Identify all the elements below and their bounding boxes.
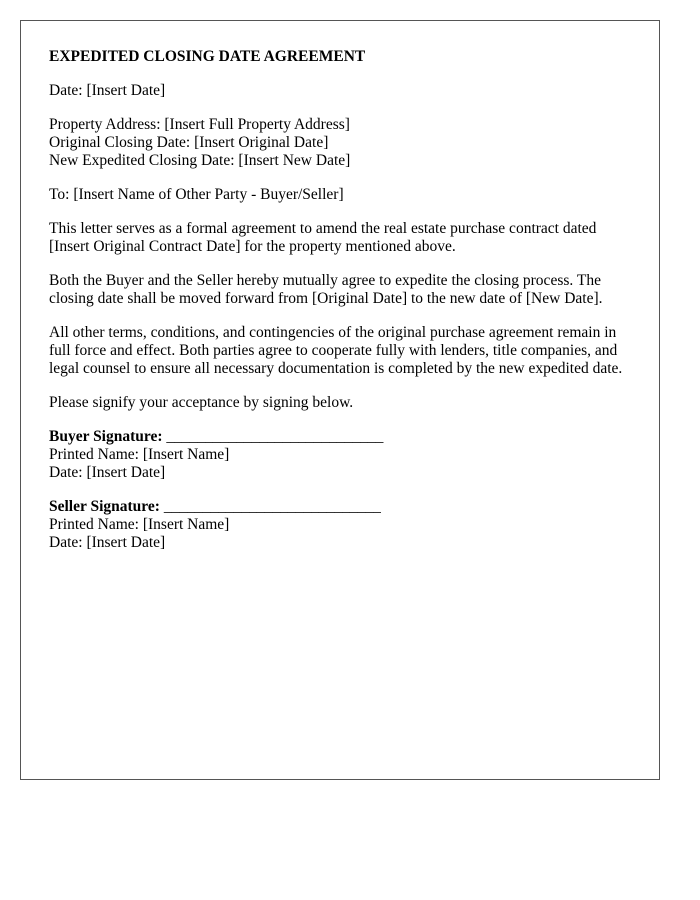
paragraph-expedite: Both the Buyer and the Seller hereby mutually agree to expedite the closing process. The closing date shall be moved forward from [Original Date] to the new date of [New Date]. <box>49 272 603 307</box>
letter-page <box>20 20 660 780</box>
seller-signature-label: Seller Signature: <box>49 498 160 515</box>
seller-signature-block <box>49 498 631 552</box>
seller-printed-name: Printed Name: [Insert Name] <box>49 516 230 533</box>
paragraph-amendment: This letter serves as a formal agreement to amend the real estate purchase contract dated [Insert Original Contract Date] for the property mentioned above. <box>49 220 597 255</box>
original-closing-date: Original Closing Date: [Insert Original Date] <box>49 134 329 151</box>
recipient-line: To: [Insert Name of Other Party - Buyer/Seller] <box>49 186 344 203</box>
buyer-date: Date: [Insert Date] <box>49 464 166 481</box>
buyer-signature-blank: ____________________________ <box>166 428 384 445</box>
paragraph-acceptance: Please signify your acceptance by signing below. <box>49 394 354 411</box>
date-line: Date: [Insert Date] <box>49 82 166 99</box>
buyer-printed-name: Printed Name: [Insert Name] <box>49 446 230 463</box>
buyer-signature-line <box>49 428 631 446</box>
seller-signature-line <box>49 498 631 516</box>
buyer-signature-label: Buyer Signature: <box>49 428 163 445</box>
paragraph-terms: All other terms, conditions, and contingencies of the original purchase agreement remain in full force and effect. Both parties agree to cooperate fully with lenders, title companies, and legal counsel to ensure all necessary documentation is completed by the new expedited date. <box>49 324 623 377</box>
property-details <box>49 116 631 170</box>
buyer-signature-block <box>49 428 631 482</box>
property-address: Property Address: [Insert Full Property Address] <box>49 116 350 133</box>
document-title: EXPEDITED CLOSING DATE AGREEMENT <box>49 48 366 65</box>
seller-signature-blank: ____________________________ <box>163 498 381 515</box>
new-closing-date: New Expedited Closing Date: [Insert New Date] <box>49 152 351 169</box>
seller-date: Date: [Insert Date] <box>49 534 166 551</box>
